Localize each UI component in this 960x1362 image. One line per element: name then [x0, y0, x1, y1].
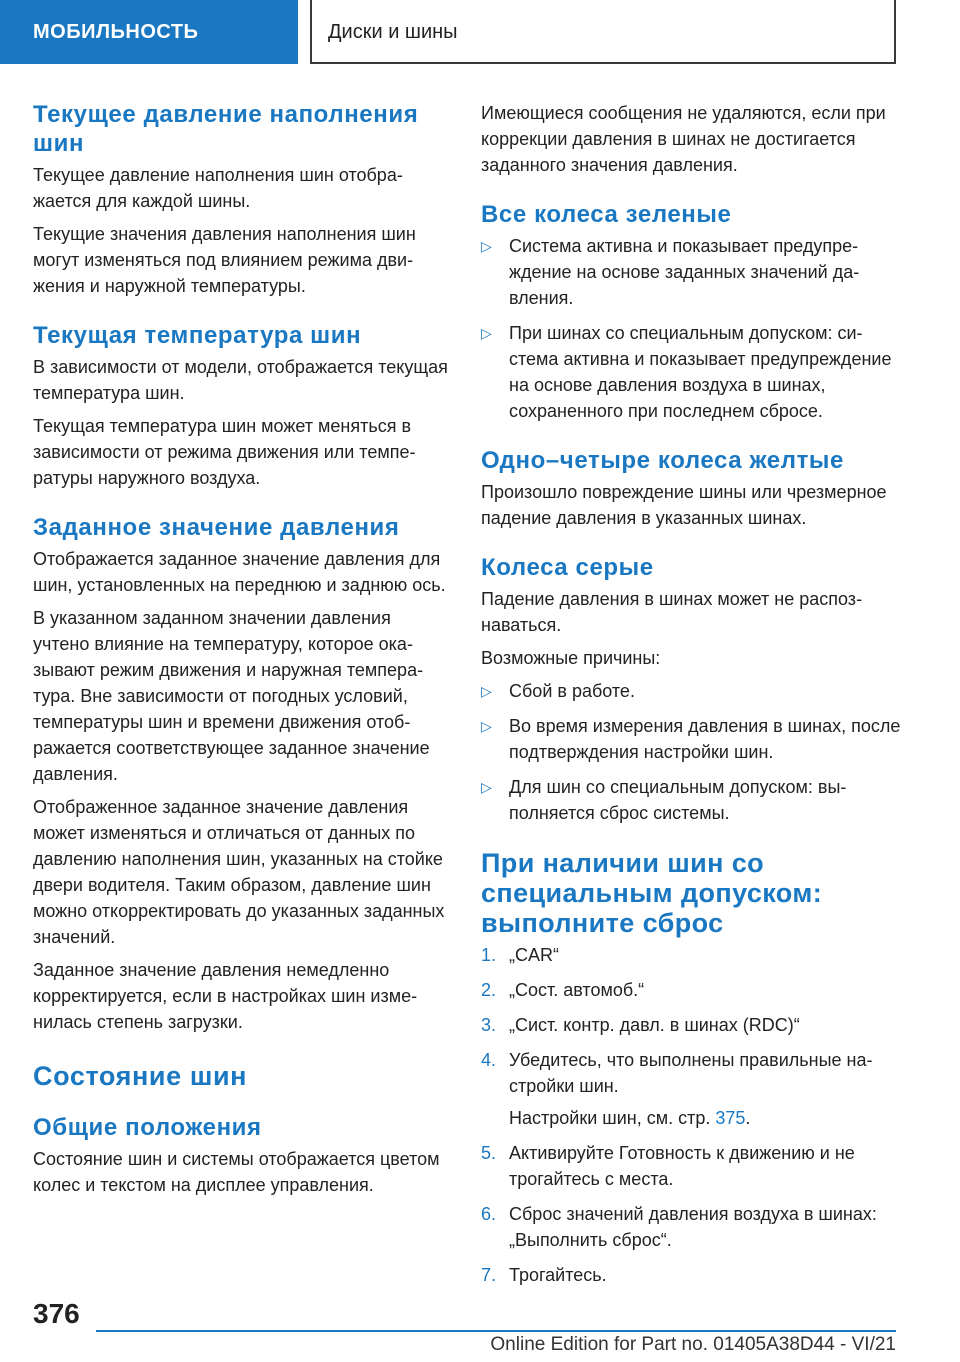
step-note-end: .	[745, 1108, 751, 1128]
step-item	[481, 977, 901, 1003]
list-item	[481, 774, 901, 826]
header-chapter-title: Диски и шины	[310, 0, 896, 64]
step-text: „Сист. контр. давл. в шинах (RDC)“	[509, 1015, 800, 1035]
footer-edition: Online Edition for Part no. 01405A38D44 - VI/21	[490, 1334, 896, 1355]
heading-current-pressure: Текущее давление наполнения шин	[33, 101, 419, 157]
step-text: Убедитесь, что выполнены правильные настройки шин.	[509, 1050, 873, 1096]
heading-target-pressure: Заданное значение давления	[33, 514, 400, 541]
step-number: 2.	[481, 980, 497, 1000]
step-text: Трогайтесь.	[509, 1265, 607, 1285]
triangle-bullet-icon: ▷	[481, 779, 492, 795]
list-item-text: При шинах со специальным допуском: система активна и показывает предупреждение на основе давления воздуха в шинах, сохраненного при последнем сбросе.	[509, 323, 892, 421]
step-item	[481, 942, 901, 968]
step-number: 1.	[481, 945, 497, 965]
triangle-bullet-icon: ▷	[481, 683, 492, 699]
triangle-bullet-icon: ▷	[481, 325, 492, 341]
paragraph: В зависимости от модели, отображается текущая температура шин.	[33, 357, 448, 403]
heading-gray: Колеса серые	[481, 554, 654, 581]
list-item-text: Для шин со специальным допуском: выполняется сброс системы.	[509, 777, 847, 823]
gray-list	[481, 678, 901, 826]
header-section-tab: МОБИЛЬНОСТЬ	[0, 0, 298, 64]
step-item	[481, 1262, 901, 1288]
list-item-text: Сбой в работе.	[509, 681, 635, 701]
step-text: „CAR“	[509, 945, 559, 965]
step-number: 4.	[481, 1050, 497, 1070]
step-item	[481, 1012, 901, 1038]
heading-general: Общие положения	[33, 1114, 262, 1141]
heading-all-green: Все колеса зеленые	[481, 201, 732, 228]
step-note-text: Настройки шин, см. стр.	[509, 1108, 711, 1128]
paragraph: В указанном заданном значении давления учтено влияние на температуру, которое оказывают режим движения и наружная температура. Вне зависимости от погодных условий, температуры шин и времени движения отображается соответствующее заданное значение давления.	[33, 608, 430, 784]
paragraph: Текущее давление наполнения шин отображается для каждой шины.	[33, 165, 403, 211]
paragraph: Отображенное заданное значение давления может изменяться и отличаться от данных по давлению наполнения шин, указанных на стойке двери водителя. Таким образом, давление шин можно откорректировать до указанных заданных значений.	[33, 797, 445, 947]
footer-divider	[96, 1330, 896, 1332]
step-number: 5.	[481, 1143, 497, 1163]
list-item-text: Во время измерения давления в шинах, после подтверждения настройки шин.	[509, 716, 901, 762]
step-number: 7.	[481, 1265, 497, 1285]
step-note	[509, 1105, 901, 1131]
paragraph: Текущие значения давления наполнения шин могут изменяться под влиянием режима движения и наружной температуры.	[33, 224, 416, 296]
page-link[interactable]: 375	[715, 1108, 746, 1128]
paragraph: Падение давления в шинах может не распознаваться.	[481, 589, 863, 635]
triangle-bullet-icon: ▷	[481, 718, 492, 734]
paragraph: Имеющиеся сообщения не удаляются, если при коррекции давления в шинах не достигается заданного значения давления.	[481, 103, 886, 175]
heading-tire-status: Состояние шин	[33, 1061, 248, 1091]
step-number: 3.	[481, 1015, 497, 1035]
paragraph: Текущая температура шин может меняться в зависимости от режима движения или температуры наружного воздуха.	[33, 416, 416, 488]
step-item	[481, 1047, 901, 1131]
paragraph: Отображается заданное значение давления для шин, установленных на переднюю и заднюю ось.	[33, 549, 446, 595]
reset-steps	[481, 942, 901, 1288]
paragraph: Произошло повреждение шины или чрезмерное падение давления в указанных шинах.	[481, 482, 887, 528]
paragraph: Состояние шин и системы отображается цветом колес и текстом на дисплее управления.	[33, 1149, 440, 1195]
list-item	[481, 678, 901, 704]
heading-yellow: Одно–четыре колеса желтые	[481, 447, 844, 474]
list-item	[481, 233, 901, 311]
triangle-bullet-icon: ▷	[481, 238, 492, 254]
step-item	[481, 1201, 901, 1253]
left-column	[33, 100, 448, 1205]
step-text: „Сост. автомоб.“	[509, 980, 645, 1000]
step-text: Активируйте Готовность к движению и не трогайтесь с места.	[509, 1143, 855, 1189]
list-item-text: Система активна и показывает предупреждение на основе заданных значений давления.	[509, 236, 860, 308]
right-column	[481, 100, 901, 1297]
heading-reset: При наличии шин со специальным допуском: выполните сброс	[481, 848, 823, 938]
paragraph: Заданное значение давления немедленно корректируется, если в настройках шин изменилась степень загрузки.	[33, 960, 418, 1032]
page-number: 376	[33, 1298, 80, 1329]
heading-current-temperature: Текущая температура шин	[33, 322, 362, 349]
step-text: Сброс значений давления воздуха в шинах: „Выполнить сброс“.	[509, 1204, 877, 1250]
step-item	[481, 1140, 901, 1192]
list-item	[481, 713, 901, 765]
step-number: 6.	[481, 1204, 497, 1224]
list-item	[481, 320, 901, 424]
paragraph: Возможные причины:	[481, 648, 661, 668]
green-list	[481, 233, 901, 424]
